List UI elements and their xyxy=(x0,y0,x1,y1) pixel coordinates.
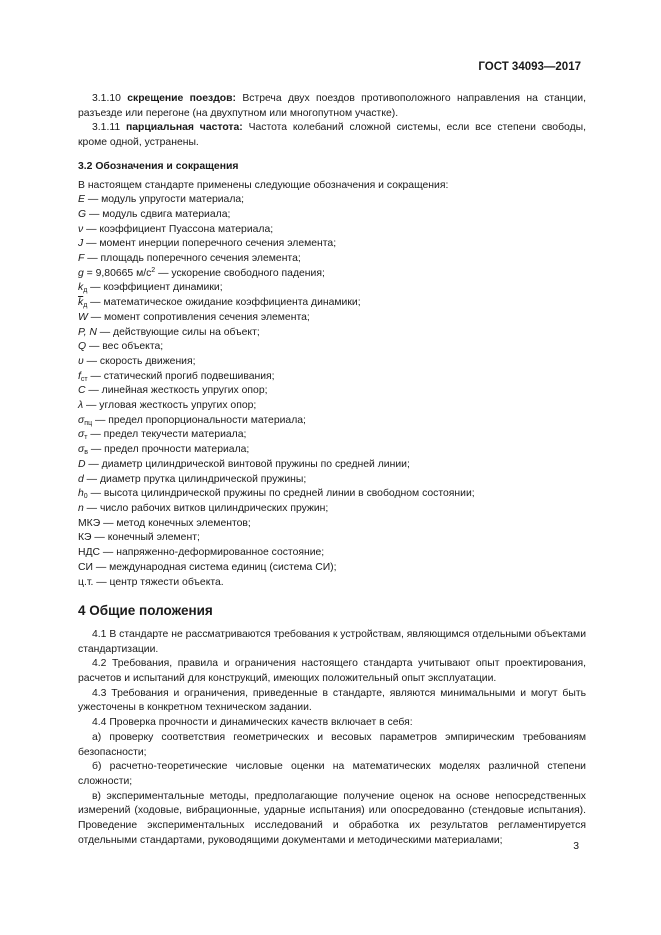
symbol-item xyxy=(78,531,586,546)
symbol-list xyxy=(78,193,586,590)
symbol-description: — статический прогиб подвешивания; xyxy=(87,370,275,382)
symbol: g xyxy=(78,267,84,279)
symbol-description: — конечный элемент; xyxy=(91,532,200,544)
symbol-subscript: ст xyxy=(80,375,88,383)
symbol-subscript: д xyxy=(83,287,88,295)
symbol-description: — угловая жесткость упругих опор; xyxy=(83,400,257,412)
symbol: λ xyxy=(78,400,84,412)
section-4-body xyxy=(78,628,586,849)
symbol-item xyxy=(78,311,586,326)
term-text: Встреча двух поездов противоположного направления на станции, разъезде или перегоне (на двухпутном или многопутном участке). xyxy=(78,93,586,119)
symbol-item xyxy=(78,281,586,296)
symbol-description: — международная система единиц (система СИ); xyxy=(92,561,337,573)
symbol: σ xyxy=(78,414,85,426)
symbol-item xyxy=(78,399,586,414)
symbol: d xyxy=(78,473,84,485)
symbol-description: — напряженно-деформированное состояние; xyxy=(100,547,325,559)
symbol-item xyxy=(78,546,586,561)
symbol: Q xyxy=(78,341,87,353)
symbol-item xyxy=(78,458,586,473)
symbol-item xyxy=(78,193,586,208)
symbol-item xyxy=(78,208,586,223)
symbol: МКЭ xyxy=(78,517,101,529)
symbol-subscript: пц xyxy=(84,419,93,427)
symbol-item xyxy=(78,428,586,443)
symbol-description: — коэффициент Пуассона материала; xyxy=(83,223,274,235)
section-3-2-intro: В настоящем стандарте применены следующие обозначения и сокращения: xyxy=(78,179,449,191)
symbol-description: — математическое ожидание коэффициента динамики; xyxy=(87,297,361,309)
symbol: D xyxy=(78,458,86,470)
symbol: G xyxy=(78,208,87,220)
symbol: h xyxy=(78,488,84,500)
symbol-description: — метод конечных элементов; xyxy=(100,517,251,529)
term-number: 3.1.10 xyxy=(92,93,128,104)
symbol: СИ xyxy=(78,561,93,573)
term-text: Частота колебаний сложной системы, если все степени свободы, кроме одной, устранены. xyxy=(78,122,587,149)
symbol: k xyxy=(78,282,84,294)
symbol: E xyxy=(78,194,85,206)
symbol-description: — вес объекта; xyxy=(86,341,164,353)
document-code: ГОСТ 34093—2017 xyxy=(478,61,581,73)
symbol-item xyxy=(78,384,586,399)
section-4-title: 4 Общие положения xyxy=(78,603,213,619)
symbol-description: — предел прочности материала; xyxy=(88,444,250,456)
symbol-description: — действующие силы на объект; xyxy=(96,326,260,338)
symbol-description: — ускорение свободного падения; xyxy=(155,267,325,279)
symbol-item xyxy=(78,443,586,458)
symbol-item xyxy=(78,237,586,252)
symbol: J xyxy=(78,238,84,250)
symbol: ц.т. xyxy=(78,576,94,588)
symbol: υ xyxy=(78,355,84,367)
unit-superscript: 2 xyxy=(151,266,156,274)
symbol-description: — центр тяжести объекта. xyxy=(93,576,224,588)
symbol-item xyxy=(78,370,586,385)
symbol-subscript: 0 xyxy=(83,493,88,501)
symbol: НДС xyxy=(78,547,101,559)
term-name: скрещение поездов: xyxy=(127,93,236,104)
symbol: $\overline{k}$ xyxy=(78,297,84,309)
section-4-paragraph: 4.1 В стандарте не рассматриваются требования к устройствам, являющимся отдельными объектами стандартизации. xyxy=(78,628,586,655)
symbol-description: — диаметр прутка цилиндрической пружины; xyxy=(83,473,307,485)
symbol-description: — коэффициент динамики; xyxy=(87,282,223,294)
term-paragraph xyxy=(78,121,586,150)
section-3-2-title: 3.2 Обозначения и сокращения xyxy=(78,160,239,172)
symbol: C xyxy=(78,385,86,397)
section-4-paragraph: а) проверку соответствия геометрических и весовых параметров эмпирическим требованиям безопасности; xyxy=(78,731,586,758)
symbol-item xyxy=(78,223,586,238)
symbol: P, N xyxy=(78,326,97,338)
symbol-description: — высота цилиндрической пружины по средней линии в свободном состоянии; xyxy=(87,488,475,500)
symbol-description: — модуль упругости материала; xyxy=(84,194,245,206)
symbol-description: — площадь поперечного сечения элемента; xyxy=(84,253,301,265)
symbol-item xyxy=(78,473,586,488)
symbol-subscript: т xyxy=(84,434,88,442)
symbol-item xyxy=(78,576,586,591)
symbol-description: — скорость движения; xyxy=(83,355,196,367)
symbol-item xyxy=(78,414,586,429)
symbol-item xyxy=(78,487,586,502)
symbol-item xyxy=(78,502,586,517)
symbol: n xyxy=(78,502,84,514)
symbol-description: — число рабочих витков цилиндрических пружин; xyxy=(83,502,329,514)
term-paragraph xyxy=(78,92,586,121)
symbol-description: — момент инерции поперечного сечения элемента; xyxy=(83,238,337,250)
symbol: σ xyxy=(78,429,85,441)
symbol-description: — момент сопротивления сечения элемента; xyxy=(87,311,310,323)
symbol-description: — диаметр цилиндрической винтовой пружины по средней линии; xyxy=(85,458,410,470)
term-definitions xyxy=(78,92,586,151)
symbol-item xyxy=(78,561,586,576)
symbol-item xyxy=(78,355,586,370)
page-content xyxy=(78,92,586,848)
symbol: W xyxy=(78,311,88,323)
symbol-item xyxy=(78,340,586,355)
page-number: 3 xyxy=(573,841,579,852)
term-number: 3.1.11 xyxy=(92,122,126,134)
section-4-paragraph: в) экспериментальные методы, предполагающие получение оценок на основе непосредственных измерений (ходовые, вибрационные, ударные испытания) или опосредованно (стендовые испытания). Проведение экспериментальных исследований и обработка их результатов регламентируется отдельными стандартами, руководящими документами и методическими материалами; xyxy=(78,790,586,846)
symbol-subscript: д xyxy=(83,302,88,310)
symbol-item xyxy=(78,267,586,282)
symbol-description: — линейная жесткость упругих опор; xyxy=(85,385,268,397)
symbol: F xyxy=(78,253,85,265)
symbol-item xyxy=(78,326,586,341)
section-4-paragraph: б) расчетно-теоретические числовые оценки на математических моделях различной степени сложности; xyxy=(78,761,586,787)
symbol-description: — модуль сдвига материала; xyxy=(86,208,231,220)
symbol: σ xyxy=(78,444,85,456)
symbol-value: = 9,80665 м/с xyxy=(83,267,152,279)
symbol-description: — предел пропорциональности материала; xyxy=(92,414,306,426)
section-4-paragraph: 4.3 Требования и ограничения, приведенные в стандарте, являются минимальными и могут быть ужесточены в конкретном техническом задании. xyxy=(78,687,586,714)
term-name: парциальная частота: xyxy=(125,122,243,134)
symbol: КЭ xyxy=(78,532,92,544)
symbol: f xyxy=(78,370,81,382)
symbol: ν xyxy=(78,223,84,235)
section-4-paragraph: 4.2 Требования, правила и ограничения настоящего стандарта учитывают опыт проектирования, расчетов и испытаний для конструкций, имеющих положительный опыт эксплуатации. xyxy=(78,658,586,685)
symbol-description: — предел текучести материала; xyxy=(87,429,247,441)
section-4-paragraph: 4.4 Проверка прочности и динамических качеств включает в себя: xyxy=(92,717,413,729)
symbol-item xyxy=(78,296,586,311)
symbol-subscript: в xyxy=(84,449,88,457)
symbol-item xyxy=(78,517,586,532)
symbol-item xyxy=(78,252,586,267)
